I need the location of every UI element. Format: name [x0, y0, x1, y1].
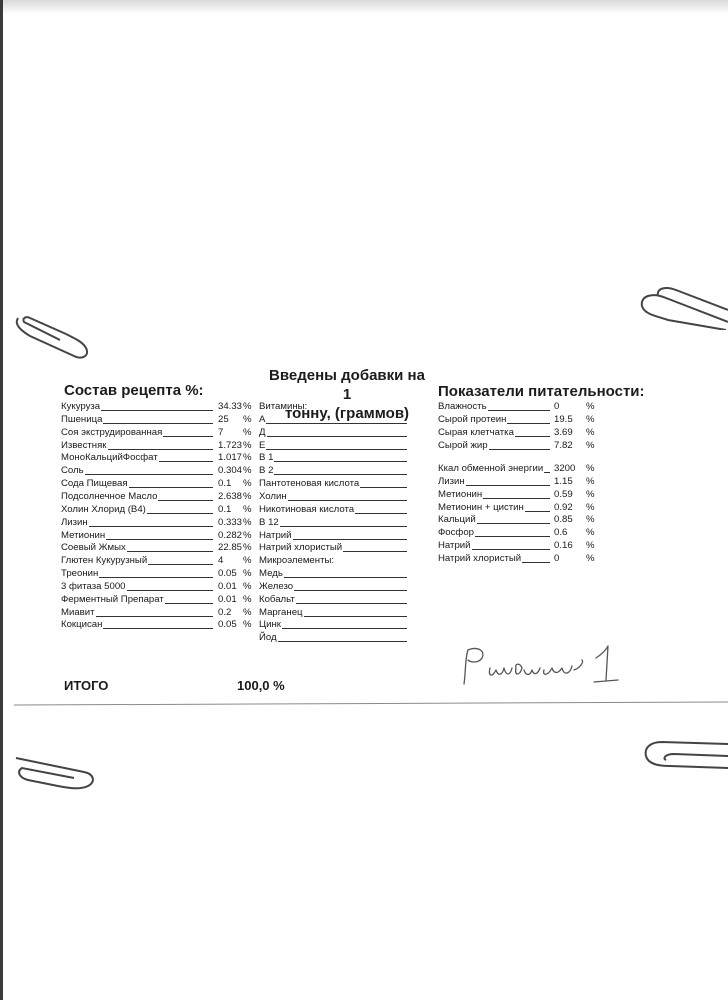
additives-row-label: Железо [259, 580, 294, 592]
recipe-row-label: Пшеница [61, 413, 103, 425]
nutrition-title: Показатели питательности: [438, 383, 645, 400]
recipe-row [61, 504, 256, 515]
recipe-row-label: Метионин [61, 529, 106, 541]
recipe-row [61, 401, 256, 412]
additives-row [259, 452, 414, 463]
additives-row-fill-line [288, 500, 407, 501]
recipe-row-unit: % [243, 568, 252, 580]
nutrition-row [438, 527, 598, 538]
additives-row [259, 607, 414, 618]
additives-group-heading [259, 401, 414, 412]
recipe-row-label: Лизин [61, 516, 88, 528]
additives-row-label: В 1 [259, 452, 274, 464]
additives-row-fill-line [294, 590, 407, 591]
nutrition-row-fill-line [507, 423, 550, 424]
additives-row-label: В 12 [259, 516, 279, 528]
recipe-row-label: Глютен Кукурузный [61, 555, 148, 567]
nutrition-row-label: Метионин + цистин [438, 501, 524, 513]
additives-row [259, 517, 414, 528]
recipe-row-value: 0.01 [218, 580, 237, 592]
handwritten-signature [456, 640, 626, 690]
nutrition-row [438, 502, 598, 513]
recipe-row [61, 452, 256, 463]
recipe-row [61, 530, 256, 541]
additives-row [259, 440, 414, 451]
additives-row-fill-line [343, 551, 407, 552]
nutrition-row-fill-line [525, 511, 550, 512]
nutrition-row [438, 540, 598, 551]
recipe-row-fill-line [108, 449, 213, 450]
recipe-row-label: Треонин [61, 568, 99, 580]
recipe-row [61, 491, 256, 502]
recipe-row-unit: % [243, 413, 252, 425]
additives-row [259, 542, 414, 553]
recipe-row-value: 1.723 [218, 439, 243, 451]
recipe-row-fill-line [103, 628, 213, 629]
nutrition-row-unit: % [586, 401, 595, 412]
nutrition-row-value: 0.85 [554, 514, 573, 526]
recipe-row [61, 414, 256, 425]
total-value: 100,0 % [237, 678, 285, 693]
additives-row-fill-line [274, 461, 407, 462]
recipe-row [61, 427, 256, 438]
recipe-row-unit: % [243, 452, 252, 464]
nutrition-row-unit: % [586, 514, 595, 526]
recipe-row-unit: % [243, 439, 252, 451]
additives-row-fill-line [284, 577, 407, 578]
nutrition-row [438, 553, 598, 564]
recipe-row-value: 0.1 [218, 503, 232, 515]
additives-row-fill-line [278, 641, 407, 642]
recipe-row-fill-line [159, 461, 213, 462]
additives-row-fill-line [355, 513, 407, 514]
recipe-row [61, 478, 256, 489]
additives-row [259, 478, 414, 489]
nutrition-row-value: 3.69 [554, 426, 573, 438]
additives-row-label: Кобальт [259, 593, 295, 605]
recipe-row-value: 0.282 [218, 529, 243, 541]
recipe-row-unit: % [243, 606, 252, 618]
recipe-row-value: 22.85 [218, 542, 243, 554]
nutrition-row-label: Лизин [438, 475, 465, 487]
recipe-row-value: 1.017 [218, 452, 243, 464]
nutrition-row-fill-line [488, 410, 550, 411]
recipe-row-fill-line [129, 487, 213, 488]
recipe-row-label: Соевый Жмых [61, 542, 126, 554]
additives-row [259, 594, 414, 605]
nutrition-row [438, 427, 598, 438]
recipe-row-fill-line [106, 539, 213, 540]
additives-row-label: Медь [259, 568, 283, 580]
recipe-row-label: 3 фитаза 5000 [61, 580, 126, 592]
recipe-row-value: 0.05 [218, 619, 237, 631]
nutrition-row-label: Фосфор [438, 527, 474, 539]
additives-row [259, 581, 414, 592]
nutrition-row-value: 1.15 [554, 475, 573, 487]
nutrition-row [438, 463, 598, 474]
recipe-row-value: 0.1 [218, 478, 232, 490]
additives-row-fill-line [267, 436, 407, 437]
nutrition-row-unit: % [586, 439, 595, 451]
nutrition-row-unit: % [586, 527, 595, 539]
nutrition-row-unit: % [586, 501, 595, 513]
recipe-row-fill-line [158, 500, 213, 501]
recipe-row-unit: % [243, 478, 252, 490]
recipe-row-unit: % [243, 619, 252, 631]
recipe-row-fill-line [99, 577, 213, 578]
additives-row [259, 465, 414, 476]
additives-row-label: Йод [259, 632, 277, 644]
nutrition-row-unit: % [586, 540, 595, 552]
additives-row-label: Натрий [259, 529, 292, 541]
recipe-row-label: Известняк [61, 439, 107, 451]
scan-top-edge [0, 0, 728, 14]
recipe-row-label: Кукуруза [61, 401, 101, 412]
recipe-row-label: Подсолнечное Масло [61, 490, 158, 502]
recipe-row-value: 0.05 [218, 568, 237, 580]
nutrition-row-fill-line [477, 523, 550, 524]
nutrition-row-value: 19.5 [554, 413, 573, 425]
recipe-row-value: 7 [218, 426, 224, 438]
recipe-row-unit: % [243, 542, 252, 554]
nutrition-row-label: Сырой жир [438, 439, 488, 451]
nutrition-row-fill-line [466, 485, 550, 486]
additives-row-label: В 2 [259, 465, 274, 477]
nutrition-row-unit: % [586, 488, 595, 500]
recipe-row-fill-line [163, 436, 213, 437]
recipe-row-value: 0.2 [218, 606, 232, 618]
additives-row-label: Натрий хлористый [259, 542, 343, 554]
nutrition-row-label: Влажность [438, 401, 487, 412]
nutrition-row-label: Сырая клетчатка [438, 426, 514, 438]
total-label: ИТОГО [64, 678, 109, 693]
additives-row-label: Пантотеновая кислота [259, 478, 360, 490]
scan-left-edge [0, 0, 3, 1000]
additives-group-heading-label: Микроэлементы: [259, 555, 335, 567]
recipe-row [61, 555, 256, 566]
paperclip-icon [14, 752, 96, 792]
nutrition-row-fill-line [544, 472, 550, 473]
recipe-row-unit: % [243, 529, 252, 541]
nutrition-row [438, 514, 598, 525]
additives-row-fill-line [360, 487, 407, 488]
recipe-row [61, 440, 256, 451]
recipe-row-fill-line [147, 513, 213, 514]
recipe-row-fill-line [101, 410, 213, 411]
nutrition-row [438, 401, 598, 412]
nutrition-row-label: Сырой протеин [438, 413, 507, 425]
recipe-row [61, 568, 256, 579]
nutrition-row-value: 3200 [554, 463, 576, 474]
additives-row-fill-line [280, 526, 407, 527]
recipe-row-unit: % [243, 490, 252, 502]
additives-row-label: Холин [259, 490, 287, 502]
recipe-row-value: 34.33 [218, 401, 243, 412]
recipe-row [61, 581, 256, 592]
nutrition-row-label: Кальций [438, 514, 476, 526]
nutrition-row-label: Ккал обменной энергии [438, 463, 544, 474]
recipe-row-value: 4 [218, 555, 224, 567]
nutrition-row-fill-line [489, 449, 550, 450]
nutrition-row-value: 0 [554, 401, 560, 412]
nutrition-row-label: Натрий хлористый [438, 552, 522, 564]
additives-row-label: Д [259, 426, 266, 438]
nutrition-row-fill-line [475, 536, 550, 537]
recipe-row-label: Холин Хлорид (B4) [61, 503, 146, 515]
recipe-row-fill-line [96, 616, 213, 617]
recipe-row-value: 0.304 [218, 465, 243, 477]
nutrition-row-fill-line [522, 562, 550, 563]
additives-row-fill-line [266, 423, 407, 424]
nutrition-row-value: 0.92 [554, 501, 573, 513]
recipe-row-unit: % [243, 503, 252, 515]
recipe-row [61, 607, 256, 618]
recipe-row-fill-line [148, 564, 213, 565]
recipe-row-value: 2.638 [218, 490, 243, 502]
additives-row [259, 414, 414, 425]
additives-row [259, 427, 414, 438]
additives-row [259, 619, 414, 630]
nutrition-row-fill-line [515, 436, 550, 437]
additives-group-heading-label: Витамины: [259, 401, 308, 412]
nutrition-row [438, 489, 598, 500]
additives-row-fill-line [274, 474, 407, 475]
additives-row [259, 530, 414, 541]
recipe-row-value: 25 [218, 413, 229, 425]
recipe-row-unit: % [243, 401, 252, 412]
nutrition-row-label: Натрий [438, 540, 471, 552]
nutrition-row-fill-line [472, 549, 550, 550]
recipe-row-fill-line [85, 474, 213, 475]
recipe-row-fill-line [89, 526, 213, 527]
additives-title-line1: Введены добавки на 1 [269, 367, 425, 403]
additives-row [259, 491, 414, 502]
recipe-row-unit: % [243, 555, 252, 567]
recipe-row-unit: % [243, 426, 252, 438]
nutrition-row-value: 0.6 [554, 527, 568, 539]
additives-group-heading [259, 555, 414, 566]
additives-row-fill-line [304, 616, 407, 617]
nutrition-row [438, 440, 598, 451]
recipe-row-label: Сода Пищевая [61, 478, 128, 490]
nutrition-row-unit: % [586, 552, 595, 564]
recipe-row-unit: % [243, 516, 252, 528]
nutrition-row-fill-line [483, 498, 550, 499]
recipe-row-fill-line [127, 590, 213, 591]
nutrition-row [438, 414, 598, 425]
nutrition-row-unit: % [586, 463, 595, 474]
recipe-row-fill-line [103, 423, 213, 424]
recipe-row [61, 594, 256, 605]
nutrition-row-unit: % [586, 413, 595, 425]
recipe-row-label: Ферментный Препарат [61, 593, 164, 605]
page-fold-line [14, 701, 728, 705]
additives-row [259, 504, 414, 515]
recipe-row-unit: % [243, 580, 252, 592]
nutrition-row-label: Метионин [438, 488, 483, 500]
paperclip-icon [640, 738, 728, 772]
nutrition-row [438, 476, 598, 487]
additives-row-label: Никотиновая кислота [259, 503, 355, 515]
recipe-row-value: 0.01 [218, 593, 237, 605]
paperclip-icon [12, 310, 92, 362]
additives-title-line2: тонну, (граммов) [284, 405, 410, 422]
nutrition-row-value: 0 [554, 552, 560, 564]
recipe-row-label: Миавит [61, 606, 95, 618]
additives-row-label: Цинк [259, 619, 281, 631]
nutrition-row-value: 0.59 [554, 488, 573, 500]
recipe-row-value: 0.333 [218, 516, 243, 528]
nutrition-row-value: 0.16 [554, 540, 573, 552]
recipe-row [61, 542, 256, 553]
recipe-row-unit: % [243, 593, 252, 605]
recipe-row [61, 619, 256, 630]
additives-row-fill-line [296, 603, 407, 604]
recipe-row-fill-line [165, 603, 213, 604]
recipe-row-label: Кокцисан [61, 619, 103, 631]
additives-row-label: А [259, 413, 266, 425]
recipe-row-fill-line [127, 551, 213, 552]
additives-row-label: Е [259, 439, 266, 451]
additives-row-fill-line [266, 449, 407, 450]
recipe-row-unit: % [243, 465, 252, 477]
recipe-row-label: Соя экструдированная [61, 426, 163, 438]
recipe-row [61, 465, 256, 476]
additives-row-fill-line [293, 539, 407, 540]
nutrition-row-unit: % [586, 475, 595, 487]
additives-row [259, 568, 414, 579]
paperclip-icon [636, 280, 728, 330]
additives-row [259, 632, 414, 643]
recipe-row-label: МоноКальцийФосфат [61, 452, 158, 464]
recipe-row [61, 517, 256, 528]
nutrition-row-unit: % [586, 426, 595, 438]
additives-row-fill-line [282, 628, 407, 629]
recipe-row-label: Соль [61, 465, 84, 477]
recipe-title: Состав рецепта %: [64, 382, 204, 399]
nutrition-row-value: 7.82 [554, 439, 573, 451]
additives-row-label: Марганец [259, 606, 303, 618]
